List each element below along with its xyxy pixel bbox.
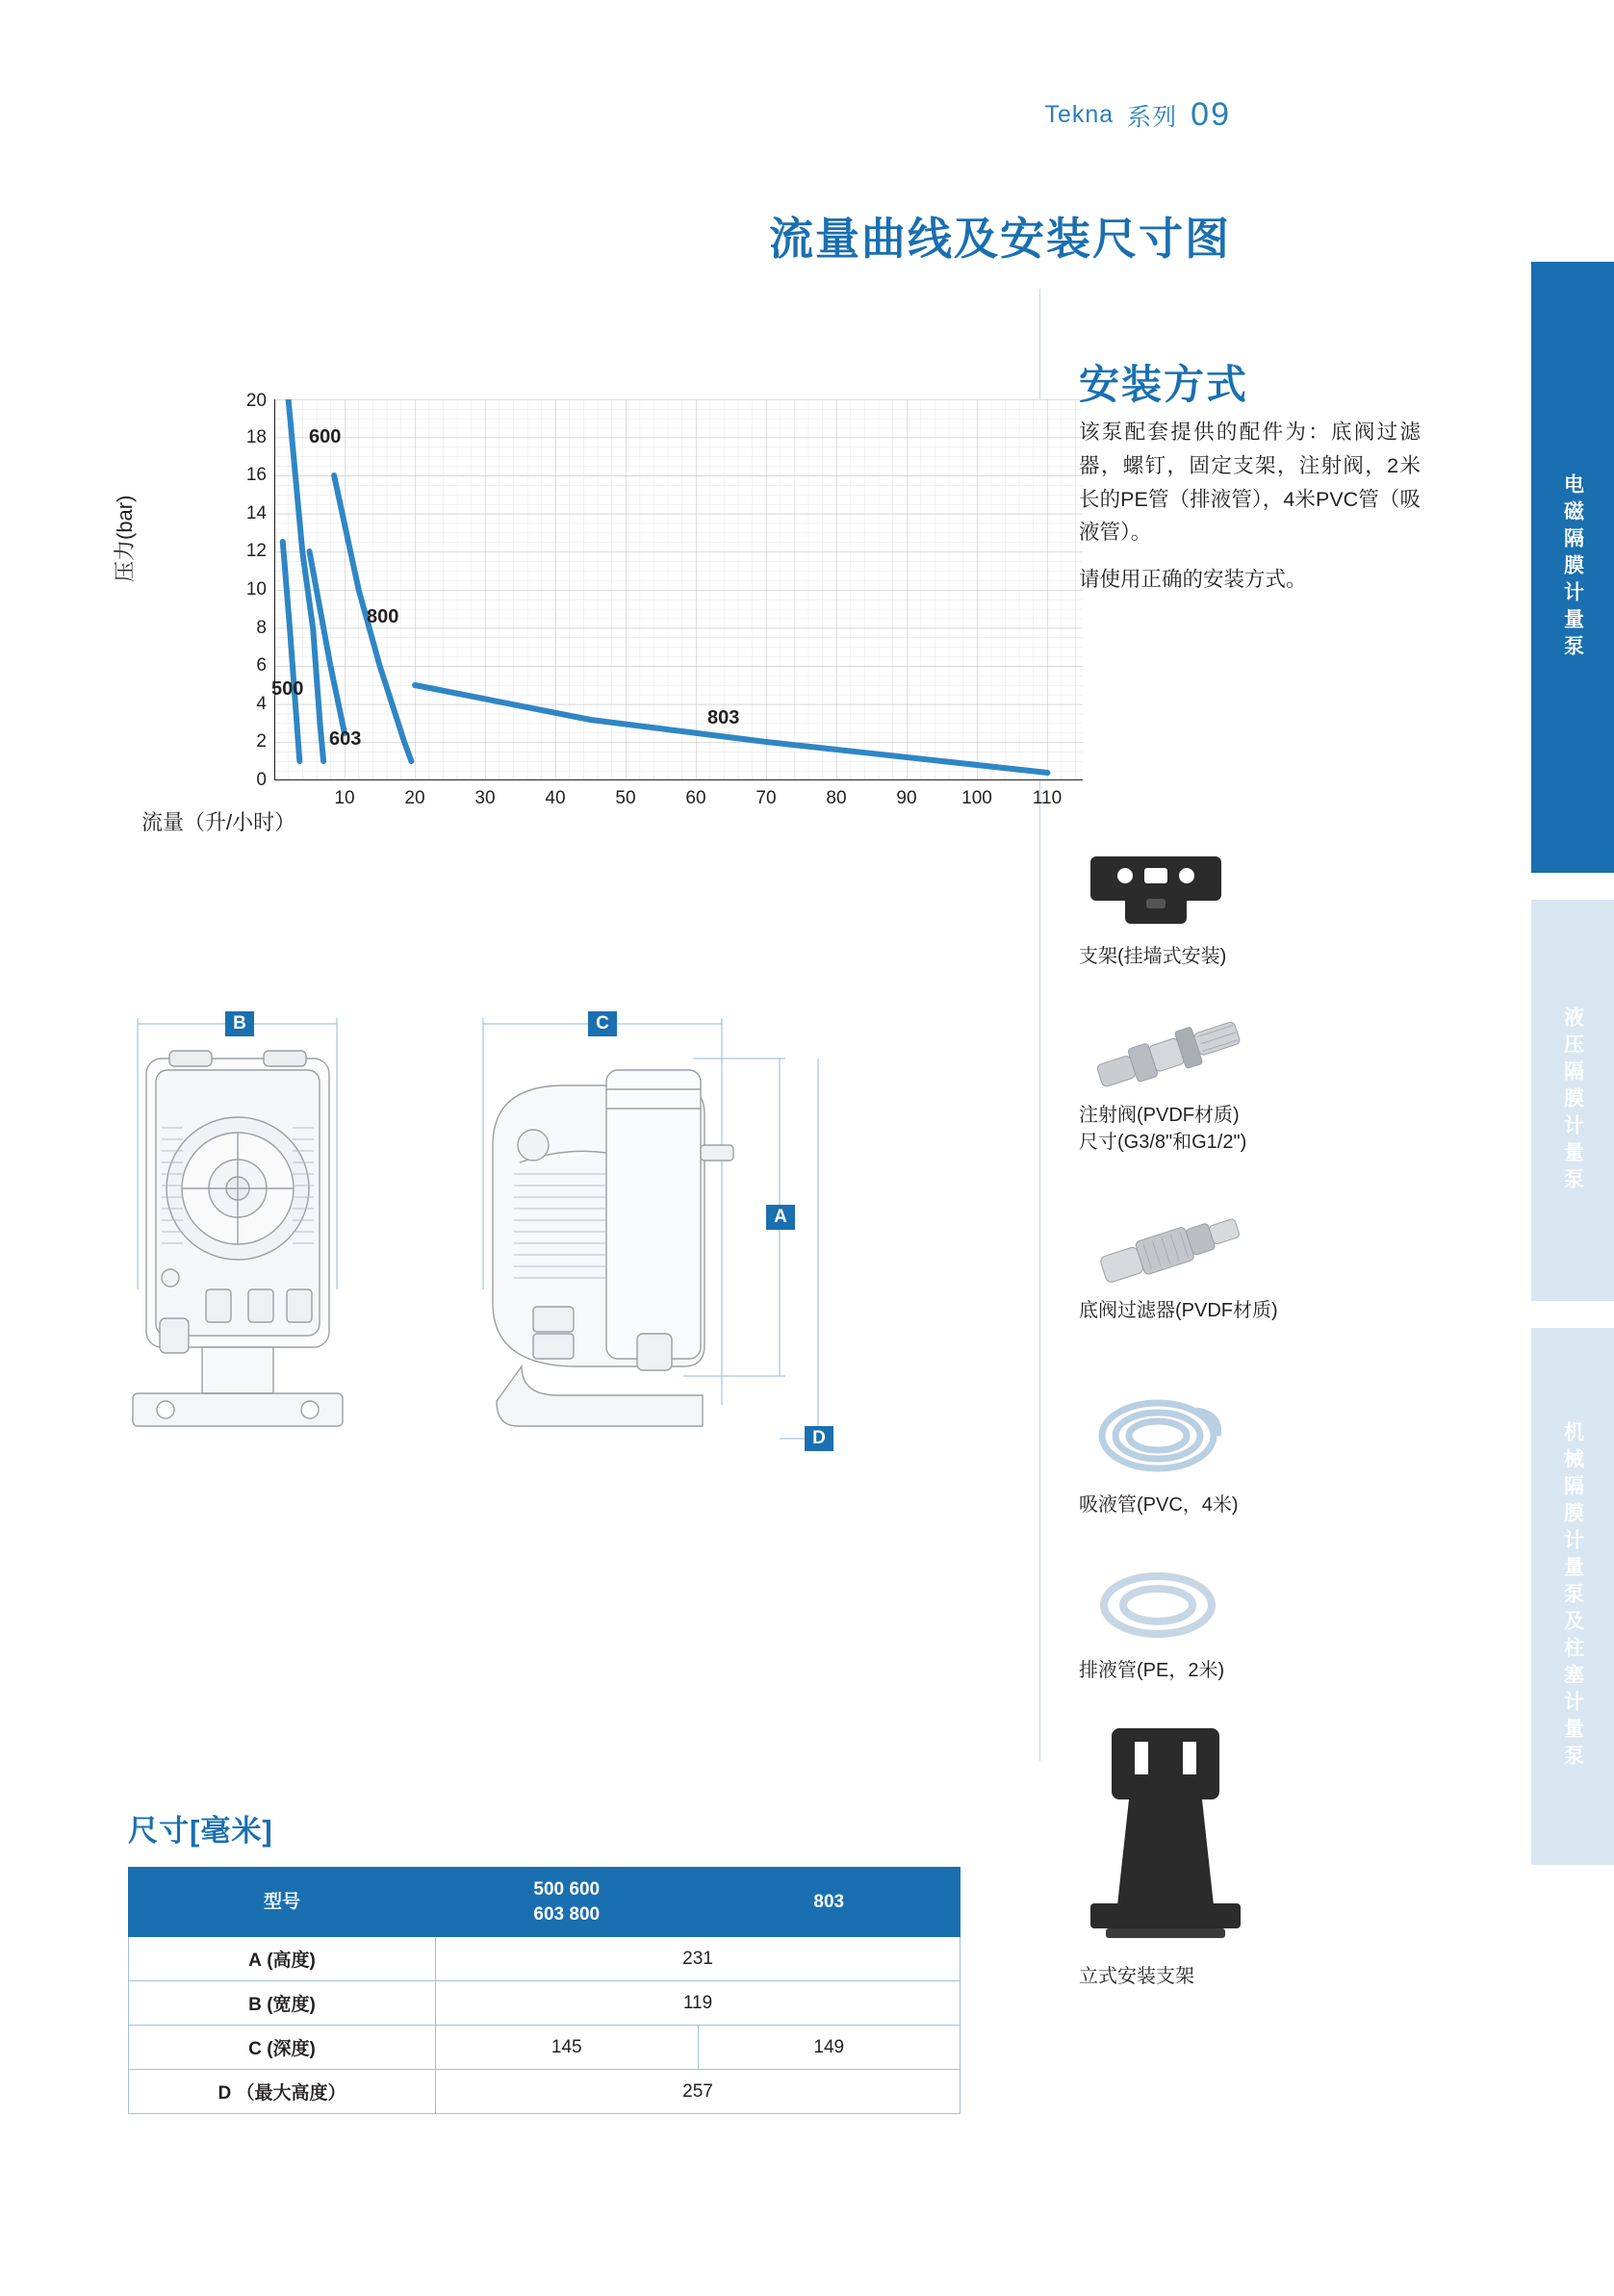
side-tab-solenoid-label: 电磁隔膜计量泵 (1561, 472, 1584, 662)
row-label-a-letter: A (248, 1951, 262, 1972)
row-label-c-letter: C (248, 2039, 262, 2060)
chart-ytick-4: 4 (256, 693, 267, 714)
chart-ytick-2: 2 (256, 731, 267, 753)
row-label-d (129, 2070, 436, 2114)
chart-ytick-14: 14 (245, 502, 267, 523)
table-header-row (129, 1868, 961, 1937)
table-header-group1 (436, 1868, 698, 1937)
row-label-c (129, 2026, 436, 2070)
foot-valve-filter-caption: 底阀过滤器(PVDF材质) (1079, 1300, 1278, 1321)
chart-xtick-80: 80 (826, 788, 847, 808)
table-header-group1-line1: 500 600 (533, 1879, 601, 1900)
accessory-floor-stand (1079, 1722, 1425, 1990)
injection-valve-caption-line1: 注射阀(PVDF材质) (1079, 1105, 1240, 1126)
chart-svg (274, 399, 1083, 780)
side-tab-hydraulic-label: 液压隔膜计量泵 (1561, 1006, 1584, 1195)
dimension-badge-a: A (766, 1205, 795, 1230)
accessory-foot-valve (1079, 1211, 1425, 1324)
chart-x-axis-label: 流量（升/小时） (141, 810, 296, 834)
page-number: 09 (1191, 96, 1231, 133)
row-value-d: 257 (436, 2070, 961, 2114)
side-tab-hydraulic[interactable] (1531, 900, 1614, 1301)
row-value-b: 119 (436, 1981, 961, 2026)
accessory-suction-tube (1079, 1386, 1425, 1518)
row-value-c-group2: 149 (698, 2026, 961, 2070)
page-title: 流量曲线及安装尺寸图 (769, 214, 1231, 264)
table-header-group1-line2: 603 800 (533, 1903, 601, 1925)
chart-ytick-6: 6 (256, 655, 267, 676)
table-row (129, 2026, 961, 2070)
chart-xtick-40: 40 (545, 788, 566, 808)
brand-name: Tekna (1044, 101, 1114, 128)
dimension-table-title: 尺寸[毫米] (128, 1814, 273, 1848)
chart-ytick-10: 10 (245, 579, 267, 600)
suction-tube-icon (1079, 1386, 1425, 1482)
chart-xtick-100: 100 (961, 788, 992, 808)
chart-y-axis-label: 压力(bar) (113, 495, 137, 582)
floor-stand-caption: 立式安装支架 (1079, 1966, 1194, 1987)
dimension-table (128, 1867, 961, 2114)
chart-label-803: 803 (707, 707, 740, 728)
accessory-wall-bracket (1079, 847, 1425, 970)
chart-ytick-16: 16 (245, 465, 267, 486)
chart-xtick-10: 10 (334, 788, 355, 808)
floor-stand-icon (1079, 1722, 1425, 1953)
row-label-a-note: (高度) (267, 1951, 316, 1972)
row-label-b (129, 1981, 436, 2026)
flow-curve-chart (113, 380, 1063, 834)
row-label-c-note: (深度) (267, 2039, 316, 2060)
row-value-a: 231 (436, 1937, 961, 1981)
side-tab-mechanical-label: 机械隔膜计量泵及柱塞计量泵 (1561, 1421, 1584, 1772)
suction-tube-caption: 吸液管(PVC，4米) (1079, 1494, 1239, 1516)
page-header (1044, 96, 1231, 134)
dimension-badge-c: C (588, 1011, 617, 1036)
dimension-badge-b: B (225, 1011, 254, 1036)
discharge-tube-icon (1079, 1561, 1425, 1647)
chart-xtick-70: 70 (756, 788, 777, 808)
row-label-d-letter: D (218, 2083, 232, 2105)
table-row (129, 1937, 961, 1981)
wall-bracket-icon (1079, 847, 1425, 933)
table-header-model: 型号 (129, 1868, 436, 1937)
chart-xtick-30: 30 (474, 788, 496, 808)
wall-bracket-caption: 支架(挂墙式安装) (1079, 946, 1227, 967)
row-label-d-note: （最大高度） (236, 2083, 346, 2105)
side-tabs (1523, 262, 1614, 1865)
chart-xtick-20: 20 (404, 788, 425, 808)
row-value-c-group1: 145 (436, 2026, 698, 2070)
series-label: 系列 (1127, 103, 1178, 131)
injection-valve-icon (1079, 1015, 1425, 1092)
chart-ytick-18: 18 (245, 426, 267, 447)
chart-xtick-60: 60 (685, 788, 706, 808)
dimension-badge-d: D (805, 1426, 833, 1451)
chart-xtick-110: 110 (1032, 788, 1063, 808)
discharge-tube-caption: 排液管(PE，2米) (1079, 1660, 1225, 1681)
side-tab-solenoid[interactable] (1531, 262, 1614, 873)
chart-ytick-8: 8 (256, 617, 267, 638)
row-label-b-letter: B (248, 1995, 262, 2016)
table-header-group2: 803 (698, 1868, 961, 1937)
chart-label-500: 500 (271, 678, 304, 700)
table-row (129, 1981, 961, 2026)
injection-valve-caption (1079, 1102, 1425, 1156)
accessory-discharge-tube (1079, 1561, 1425, 1684)
installation-paragraph-2: 请使用正确的安装方式。 (1079, 568, 1307, 592)
installation-paragraph-1: 该泵配套提供的配件为：底阀过滤器，螺钉，固定支架，注射阀，2米长的PE管（排液管），4米PVC管（吸液管）。 (1079, 421, 1421, 545)
chart-xtick-90: 90 (896, 788, 917, 808)
accessory-injection-valve (1079, 1015, 1425, 1156)
table-row (129, 2070, 961, 2114)
chart-ytick-12: 12 (245, 541, 267, 562)
drawing-svg (106, 1001, 972, 1674)
chart-label-600: 600 (309, 426, 342, 447)
chart-plot-area (245, 391, 1083, 808)
chart-label-603: 603 (329, 728, 362, 750)
chart-ytick-0: 0 (256, 770, 267, 790)
row-label-b-note: (宽度) (267, 1995, 316, 2016)
foot-valve-filter-icon (1079, 1211, 1425, 1288)
chart-ytick-20: 20 (245, 391, 267, 411)
injection-valve-caption-line2: 尺寸(G3/8"和G1/2") (1079, 1132, 1247, 1153)
installation-title: 安装方式 (1079, 362, 1249, 407)
chart-label-800: 800 (367, 606, 399, 627)
row-label-a (129, 1937, 436, 1981)
chart-xtick-50: 50 (615, 788, 636, 808)
dimension-drawings (106, 1001, 972, 1674)
side-tab-mechanical[interactable] (1531, 1328, 1614, 1865)
installation-body (1079, 416, 1421, 610)
